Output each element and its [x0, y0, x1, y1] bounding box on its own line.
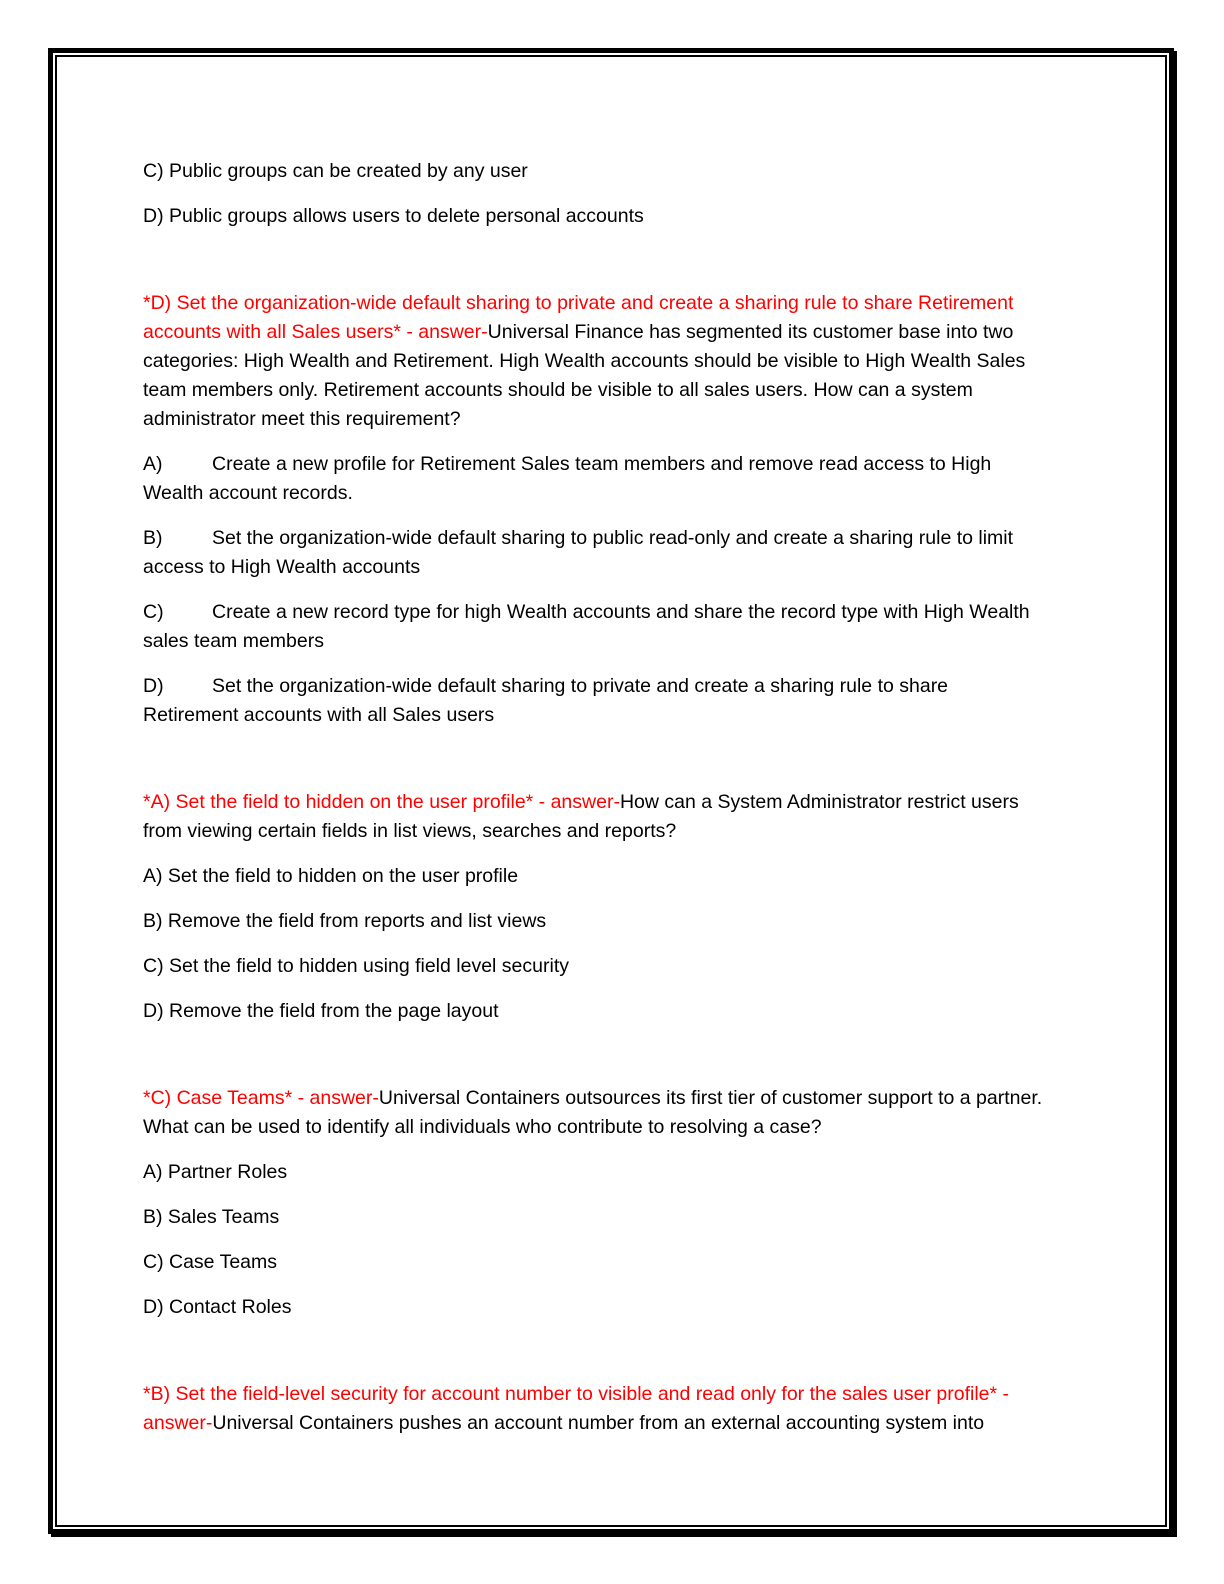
- text-run: D) Public groups allows users to delete personal accounts: [143, 205, 644, 227]
- text-run: C) Case Teams: [143, 1251, 278, 1273]
- text-run: Retirement accounts with all Sales users: [143, 704, 495, 726]
- text-run: What can be used to identify all individuals who contribute to resolving a case?: [143, 1116, 822, 1138]
- text-run: Universal Containers outsources its first tier of customer support to a partner.: [378, 1087, 1043, 1109]
- question-with-answer: [143, 289, 1141, 434]
- answer-option: [143, 524, 1141, 582]
- text-run: B) Remove the field from reports and list views: [143, 910, 547, 932]
- text-run: B) Sales Teams: [143, 1206, 280, 1228]
- question-with-answer: [143, 1380, 1141, 1438]
- page-border-inner: [55, 55, 1167, 1527]
- answer-text-run: *C) Case Teams* - answer-: [143, 1087, 379, 1109]
- text-run: D) Contact Roles: [143, 1296, 292, 1318]
- answer-text-run: *A) Set the field to hidden on the user profile* - answer-: [143, 791, 620, 813]
- text-run: access to High Wealth accounts: [143, 556, 421, 578]
- text-run: sales team members: [143, 630, 324, 652]
- text-run: C) Set the field to hidden using field level security: [143, 955, 569, 977]
- text-run: categories: High Wealth and Retirement. High Wealth accounts should be visible to High Wealth Sales: [143, 350, 1026, 372]
- answer-option: [143, 598, 1141, 656]
- answer-option: [143, 997, 1141, 1026]
- text-run: administrator meet this requirement?: [143, 408, 461, 430]
- text-run: from viewing certain fields in list views, searches and reports?: [143, 820, 677, 842]
- page-border-outer: [48, 48, 1174, 1534]
- answer-option: [143, 450, 1141, 508]
- answer-option: [143, 672, 1141, 730]
- answer-text-run: accounts with all Sales users* - answer-: [143, 321, 488, 343]
- answer-option: [143, 202, 1141, 231]
- text-run: Create a new record type for high Wealth accounts and share the record type with High Wealth: [212, 601, 1030, 623]
- option-letter: A): [143, 453, 163, 475]
- answer-text-run: *B) Set the field-level security for account number to visible and read only for the sales user profile* -: [143, 1383, 1010, 1405]
- text-run: Create a new profile for Retirement Sales team members and remove read access to High: [212, 453, 992, 475]
- document-content: [57, 57, 1165, 1525]
- text-run: Universal Finance has segmented its customer base into two: [487, 321, 1014, 343]
- option-letter: C): [143, 601, 164, 623]
- answer-option: [143, 1203, 1141, 1232]
- text-run: team members only. Retirement accounts should be visible to all sales users. How can a system: [143, 379, 973, 401]
- text-run: Wealth account records.: [143, 482, 353, 504]
- text-run: Universal Containers pushes an account number from an external accounting system into: [212, 1412, 985, 1434]
- text-run: A) Partner Roles: [143, 1161, 288, 1183]
- option-letter: B): [143, 527, 163, 549]
- text-run: D) Remove the field from the page layout: [143, 1000, 499, 1022]
- text-run: A) Set the field to hidden on the user profile: [143, 865, 519, 887]
- answer-option: [143, 1248, 1141, 1277]
- question-with-answer: [143, 788, 1141, 846]
- text-run: How can a System Administrator restrict users: [619, 791, 1019, 813]
- answer-option: [143, 952, 1141, 981]
- question-with-answer: [143, 1084, 1141, 1142]
- option-letter: D): [143, 675, 164, 697]
- answer-option: [143, 1293, 1141, 1322]
- answer-option: [143, 1158, 1141, 1187]
- text-run: Set the organization-wide default sharing to public read-only and create a sharing rule to limit: [212, 527, 1014, 549]
- answer-option: [143, 157, 1141, 186]
- answer-option: [143, 907, 1141, 936]
- answer-text-run: *D) Set the organization-wide default sharing to private and create a sharing rule to share Retirement: [143, 292, 1014, 314]
- text-run: Set the organization-wide default sharing to private and create a sharing rule to share: [212, 675, 949, 697]
- text-run: C) Public groups can be created by any user: [143, 160, 528, 182]
- answer-text-run: answer-: [143, 1412, 213, 1434]
- answer-option: [143, 862, 1141, 891]
